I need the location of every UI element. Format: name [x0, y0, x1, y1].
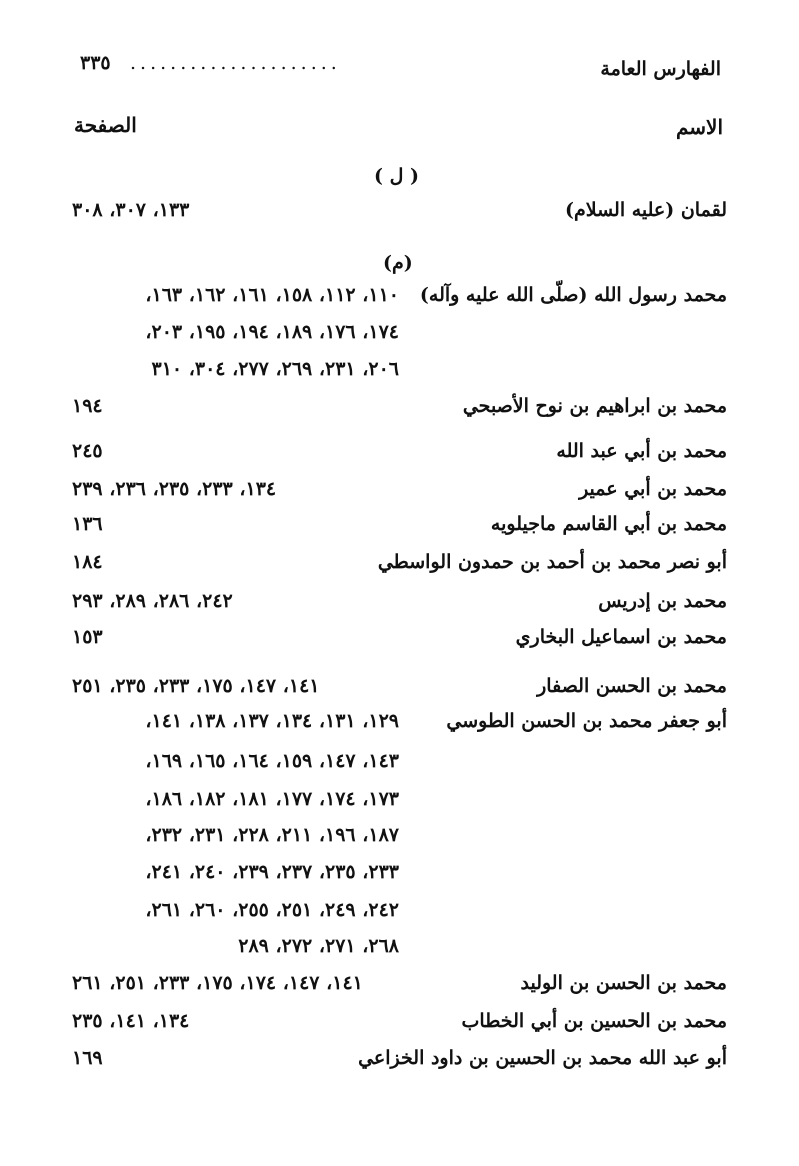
index-entry-pages: ١٤١، ١٤٧، ١٧٤، ١٧٥، ٢٣٣، ٢٥١، ٢٦١: [72, 972, 363, 994]
index-entry-pages: ٢٣٣، ٢٣٥، ٢٣٧، ٢٣٩، ٢٤٠، ٢٤١،: [145, 861, 399, 883]
index-entry-pages: ١٣٦: [72, 513, 103, 535]
index-entry-pages: ٢٤٥: [72, 440, 103, 462]
index-entry-pages: ١٥٣: [72, 626, 103, 648]
index-entry-pages: ١٤١، ١٤٧، ١٧٥، ٢٣٣، ٢٣٥، ٢٥١: [72, 675, 320, 697]
name-column-heading: الاسم: [675, 115, 723, 139]
index-entry-name: محمد بن أبي القاسم ماجيلويه: [490, 513, 727, 535]
index-entry-pages: ١٧٤، ١٧٦، ١٨٩، ١٩٤، ١٩٥، ٢٠٣،: [145, 321, 399, 343]
index-entry-pages: ١٤٣، ١٤٧، ١٥٩، ١٦٤، ١٦٥، ١٦٩،: [145, 750, 399, 772]
page-number: ٣٣٥: [80, 52, 111, 74]
index-entry-pages: ٢٠٦، ٢٣١، ٢٦٩، ٢٧٧، ٣٠٤، ٣١٠: [151, 358, 399, 380]
index-entry-name: محمد بن الحسين بن أبي الخطاب: [461, 1010, 727, 1032]
page-column-heading: الصفحة: [74, 113, 137, 137]
index-entry-pages: ١٨٤: [72, 551, 103, 573]
index-entry-pages: ١٨٧، ١٩٦، ٢١١، ٢٢٨، ٢٣١، ٢٣٢،: [145, 824, 399, 846]
section-letter-mim: (م): [383, 252, 413, 274]
index-entry-pages: ١٩٤: [72, 395, 103, 417]
index-entry-name: أبو جعفر محمد بن الحسن الطوسي: [446, 710, 727, 732]
index-entry-pages: ١٣٤، ٢٣٣، ٢٣٥، ٢٣٦، ٢٣٩: [72, 478, 277, 500]
index-entry-pages: ٢٤٢، ٢٨٦، ٢٨٩، ٢٩٣: [72, 590, 233, 612]
index-entry-name: محمد بن الحسن الصفار: [537, 675, 727, 697]
index-entry-name: محمد بن أبي عبد الله: [556, 440, 727, 462]
index-entry-name: محمد بن أبي عمير: [579, 478, 727, 500]
index-entry-pages: ١١٠، ١١٢، ١٥٨، ١٦١، ١٦٢، ١٦٣،: [145, 284, 399, 306]
leader-dots: .....................: [130, 52, 341, 74]
index-entry-name: محمد بن اسماعيل البخاري: [515, 626, 727, 648]
index-entry-pages: ٢٤٢، ٢٤٩، ٢٥١، ٢٥٥، ٢٦٠، ٢٦١،: [145, 899, 399, 921]
index-entry-name: أبو عبد الله محمد بن الحسين بن داود الخزاعي: [358, 1047, 727, 1069]
index-entry-name: لقمان (عليه السلام): [564, 199, 727, 221]
index-entry-name: محمد رسول الله (صلّى الله عليه وآله): [419, 284, 727, 306]
index-entry-pages: ١٣٤، ١٤١، ٢٣٥: [72, 1010, 190, 1032]
index-entry-pages: ١٣٣، ٣٠٧، ٣٠٨: [72, 199, 190, 221]
index-entry-name: محمد بن ابراهيم بن نوح الأصبحي: [462, 395, 727, 417]
index-entry-name: أبو نصر محمد بن أحمد بن حمدون الواسطي: [377, 551, 727, 573]
index-entry-name: محمد بن الحسن بن الوليد: [520, 972, 727, 994]
index-entry-pages: ١٦٩: [72, 1047, 103, 1069]
index-entry-pages: ٢٦٨، ٢٧١، ٢٧٢، ٢٨٩: [238, 935, 399, 957]
index-entry-pages: ١٢٩، ١٣١، ١٣٤، ١٣٧، ١٣٨، ١٤١،: [145, 710, 399, 732]
running-title: الفهارس العامة: [600, 58, 721, 80]
index-entry-name: محمد بن إدريس: [598, 590, 727, 612]
section-letter-lam: ( ل ): [374, 165, 420, 187]
index-entry-pages: ١٧٣، ١٧٤، ١٧٧، ١٨١، ١٨٢، ١٨٦،: [145, 788, 399, 810]
